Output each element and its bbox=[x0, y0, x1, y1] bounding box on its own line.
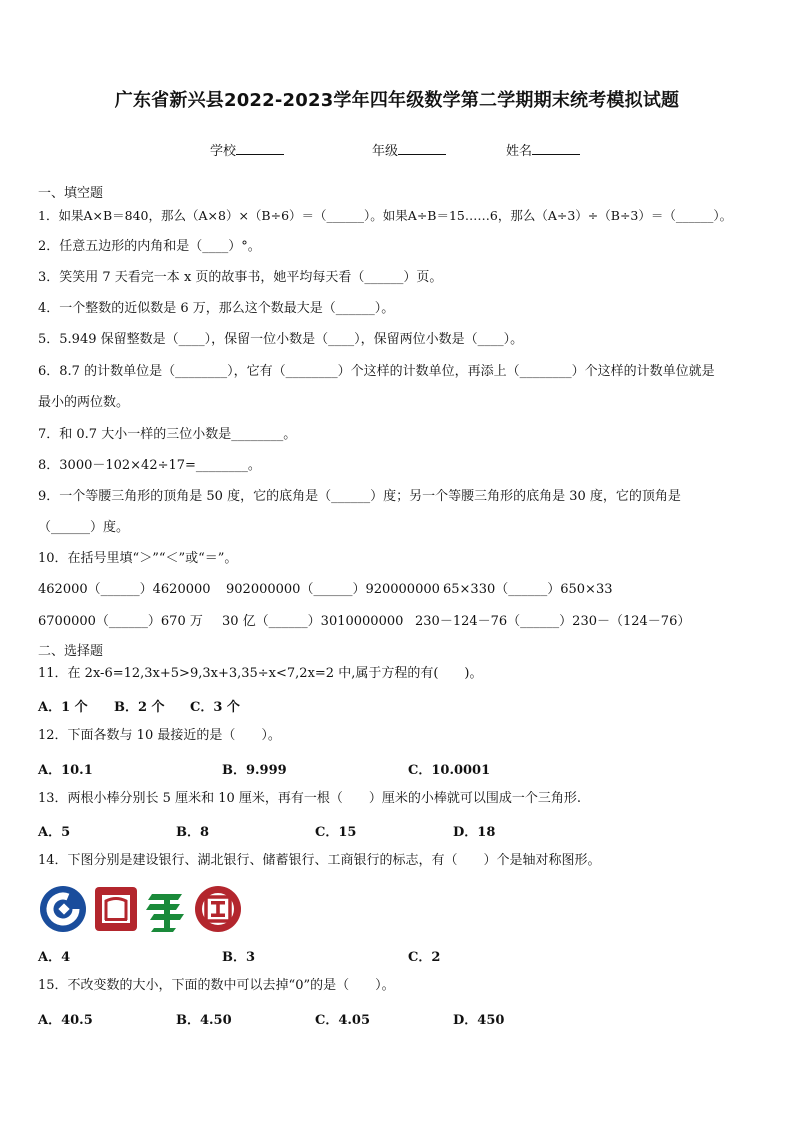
name-label: 姓名 bbox=[506, 144, 533, 159]
school-blank bbox=[236, 142, 284, 155]
q14-option-a: A．4 bbox=[38, 950, 71, 965]
q13-option-a: A．5 bbox=[38, 825, 71, 840]
name-field bbox=[506, 140, 580, 159]
school-label: 学校 bbox=[210, 144, 237, 159]
question-6-line-1: 6．8.7 的计数单位是（________），它有（________）个这样的计数单位，再添上（________）个这样的计数单位就是 bbox=[38, 364, 715, 379]
grade-blank bbox=[398, 142, 446, 155]
q12-option-c: C．10.0001 bbox=[408, 763, 491, 778]
question-3: 3．笑笑用 7 天看完一本 x 页的故事书，她平均每天看（______）页。 bbox=[38, 270, 443, 285]
question-8: 8．3000－102×42÷17=________。 bbox=[38, 458, 261, 473]
question-2: 2．任意五边形的内角和是（____）°。 bbox=[38, 239, 261, 254]
q15-option-d: D．450 bbox=[453, 1013, 505, 1028]
q10-compare-2: 902000000（______）920000000 bbox=[226, 582, 440, 597]
q12-option-a: A．10.1 bbox=[38, 763, 93, 778]
icbc-logo-icon bbox=[193, 884, 243, 934]
postal-savings-logo-icon bbox=[142, 884, 192, 934]
q15-option-a: A．40.5 bbox=[38, 1013, 93, 1028]
q13-option-b: B．8 bbox=[176, 825, 210, 840]
question-12: 12．下面各数与 10 最接近的是（ ）。 bbox=[38, 728, 281, 743]
q15-option-b: B．4.50 bbox=[176, 1013, 232, 1028]
q10-compare-5: 30 亿（______）3010000000 bbox=[222, 614, 404, 629]
question-5: 5．5.949 保留整数是（____），保留一位小数是（____），保留两位小数是（____）。 bbox=[38, 332, 524, 347]
hubei-bank-logo-icon bbox=[91, 884, 141, 934]
q10-compare-1: 462000（______）4620000 bbox=[38, 582, 211, 597]
question-4: 4．一个整数的近似数是 6 万，那么这个数最大是（______）。 bbox=[38, 301, 395, 316]
bank-logos bbox=[38, 884, 248, 934]
q13-option-d: D．18 bbox=[453, 825, 496, 840]
q14-option-c: C．2 bbox=[408, 950, 441, 965]
grade-field bbox=[372, 140, 446, 159]
question-15: 15．不改变数的大小，下面的数中可以去掉“0”的是（ ）。 bbox=[38, 978, 395, 993]
question-7: 7．和 0.7 大小一样的三位小数是________。 bbox=[38, 427, 297, 442]
q12-option-b: B．9.999 bbox=[222, 763, 287, 778]
q14-option-b: B．3 bbox=[222, 950, 256, 965]
grade-label: 年级 bbox=[372, 144, 399, 159]
question-9-line-1: 9．一个等腰三角形的顶角是 50 度，它的底角是（______）度；另一个等腰三角形的底角是 30 度，它的顶角是 bbox=[38, 489, 681, 504]
question-13: 13．两根小棒分别长 5 厘米和 10 厘米，再有一根（ ）厘米的小棒就可以围成一个三角形. bbox=[38, 791, 582, 806]
q13-option-c: C．15 bbox=[315, 825, 357, 840]
section-fill-heading: 一、填空题 bbox=[38, 186, 104, 201]
ccb-logo-icon bbox=[38, 884, 88, 934]
question-11: 11．在 2x-6=12,3x+5>9,3x+3,35÷x<7,2x=2 中,属于方程的有( )。 bbox=[38, 666, 483, 681]
q10-compare-4: 6700000（______）670 万 bbox=[38, 614, 203, 629]
section-choice-heading: 二、选择题 bbox=[38, 644, 104, 659]
q11-option-c: C．3 个 bbox=[190, 700, 240, 715]
school-field bbox=[210, 140, 284, 159]
q15-option-c: C．4.05 bbox=[315, 1013, 371, 1028]
name-blank bbox=[532, 142, 580, 155]
question-14: 14．下图分别是建设银行、湖北银行、储蓄银行、工商银行的标志，有（ ）个是轴对称图形。 bbox=[38, 853, 601, 868]
q10-compare-3: 65×330（______）650×33 bbox=[443, 582, 613, 597]
q10-compare-6: 230－124－76（______）230－（124－76） bbox=[415, 614, 691, 629]
q11-option-b: B．2 个 bbox=[114, 700, 165, 715]
exam-title: 广东省新兴县2022-2023学年四年级数学第二学期期末统考模拟试题 bbox=[114, 90, 680, 111]
question-9-line-2: （______）度。 bbox=[38, 520, 130, 535]
question-1: 1．如果A×B＝840，那么（A×8）×（B÷6）＝（______）。如果A÷B＝15……6，那么（A÷3）÷（B÷3）＝（______）。 bbox=[38, 208, 733, 223]
q11-option-a: A．1 个 bbox=[38, 700, 88, 715]
question-10: 10．在括号里填“＞”“＜”或“＝”。 bbox=[38, 551, 238, 566]
question-6-line-2: 最小的两位数。 bbox=[38, 395, 130, 410]
